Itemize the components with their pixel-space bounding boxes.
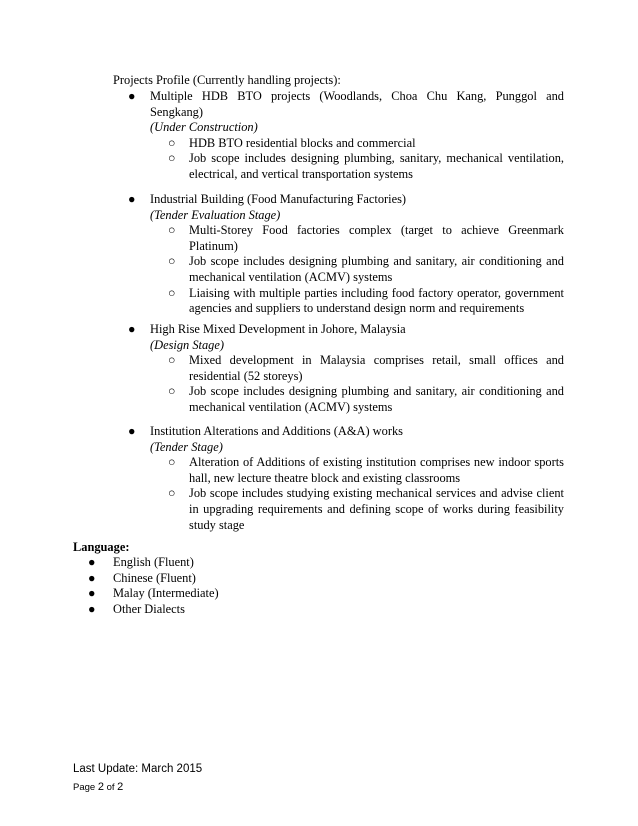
circle-bullet-icon: ○ (168, 455, 176, 470)
circle-bullet-icon: ○ (168, 254, 176, 269)
projects-profile-heading: Projects Profile (Currently handling projects): (113, 73, 341, 87)
project-title: Industrial Building (Food Manufacturing Factories) (150, 192, 407, 206)
project-detail (165, 136, 564, 152)
project-detail (165, 286, 564, 317)
page-current: 2 (97, 781, 104, 793)
circle-bullet-icon: ○ (168, 384, 176, 399)
bullet-icon: ● (128, 192, 136, 206)
language-item-text: English (Fluent) (113, 555, 194, 569)
project-item (128, 322, 564, 416)
project-detail-text: Job scope includes designing plumbing, sanitary, mechanical ventilation, electrical, and vertical transportation systems (189, 151, 564, 181)
circle-bullet-icon: ○ (168, 135, 176, 150)
bullet-icon: ● (128, 424, 136, 438)
footer-page-number (73, 780, 123, 796)
project-detail-text: Job scope includes designing plumbing and sanitary, air conditioning and mechanical ventilation (ACMV) systems (189, 254, 564, 284)
bullet-icon: ● (88, 601, 96, 616)
project-detail-text: Alteration of Additions of existing institution comprises new indoor sports hall, new lecture theatre block and existing classrooms (189, 455, 564, 485)
project-detail (165, 254, 564, 285)
language-item (88, 571, 219, 587)
bullet-icon: ● (128, 89, 136, 103)
circle-bullet-icon: ○ (168, 486, 176, 501)
project-detail-text: Mixed development in Malaysia comprises retail, small offices and residential (52 storeys) (189, 353, 564, 383)
language-item (88, 555, 219, 571)
language-item (88, 602, 219, 618)
language-item-text: Malay (Intermediate) (113, 586, 219, 601)
page-total: 2 (117, 781, 124, 793)
circle-bullet-icon: ○ (168, 151, 176, 166)
language-item (88, 586, 219, 602)
page-of-label: of (106, 782, 115, 793)
project-detail (165, 223, 564, 254)
project-title: High Rise Mixed Development in Johore, Malaysia (150, 322, 406, 336)
bullet-icon: ● (128, 322, 136, 336)
project-title: Multiple HDB BTO projects (Woodlands, Choa Chu Kang, Punggol and Sengkang) (150, 89, 564, 119)
language-list (88, 555, 219, 617)
bullet-icon: ● (88, 555, 96, 569)
project-stage: (Under Construction) (150, 120, 258, 135)
project-stage: (Tender Evaluation Stage) (150, 207, 281, 222)
project-detail-text: Job scope includes studying existing mechanical services and advise client in upgrading requirements and defining scope of works during feasibility study stage (189, 486, 564, 532)
project-title: Institution Alterations and Additions (A&A) works (150, 424, 403, 438)
circle-bullet-icon: ○ (168, 285, 176, 300)
project-detail-text: HDB BTO residential blocks and commercial (189, 135, 416, 150)
language-item-text: Chinese (Fluent) (113, 570, 196, 585)
language-heading: Language: (73, 540, 130, 554)
project-detail-text: Job scope includes designing plumbing and sanitary, air conditioning and mechanical ventilation (ACMV) systems (189, 384, 564, 414)
project-detail (165, 455, 564, 486)
circle-bullet-icon: ○ (168, 223, 176, 238)
page-label: Page (73, 782, 96, 793)
project-detail-text: Liaising with multiple parties including food factory operator, government agencies and suppliers to understand design norm and requirements (189, 285, 564, 316)
project-detail (165, 486, 564, 533)
footer-last-update: Last Update: March 2015 (73, 763, 203, 775)
project-detail-text: Multi-Storey Food factories complex (target to achieve Greenmark Platinum) (189, 223, 564, 253)
project-item (128, 89, 564, 183)
project-stage: (Design Stage) (150, 337, 224, 352)
project-detail (165, 151, 564, 182)
project-detail (165, 353, 564, 384)
bullet-icon: ● (88, 586, 96, 601)
project-item (128, 192, 564, 317)
circle-bullet-icon: ○ (168, 353, 176, 368)
project-detail (165, 384, 564, 415)
project-stage: (Tender Stage) (150, 439, 223, 454)
bullet-icon: ● (88, 570, 96, 585)
project-item (128, 424, 564, 533)
language-item-text: Other Dialects (113, 601, 185, 616)
